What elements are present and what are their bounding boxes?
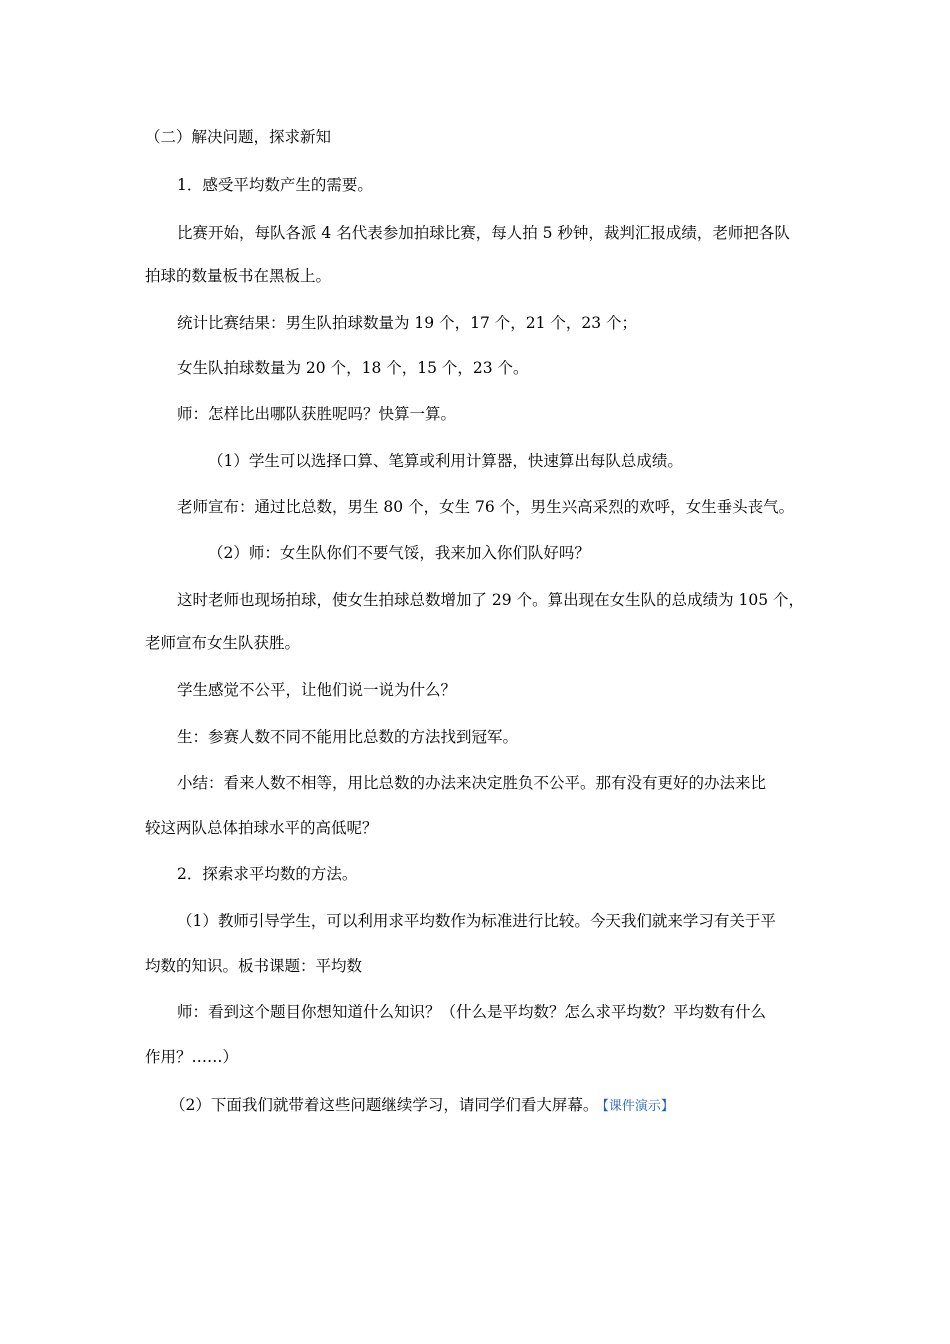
paragraph-line: 作用？……）	[145, 1048, 239, 1066]
paragraph-line: 均数的知识。板书课题：平均数	[145, 957, 363, 975]
paragraph-line	[170, 1094, 840, 1118]
paragraph-line: （1）学生可以选择口算、笔算或利用计算器，快速算出每队总成绩。	[208, 452, 683, 470]
paragraph-line: 学生感觉不公平，让他们说一说为什么？	[177, 681, 457, 699]
paragraph-line: 老师宣布：通过比总数，男生 80 个，女生 76 个，男生兴高采烈的欢呼，女生垂头丧气。	[177, 498, 795, 516]
paragraph-line: 女生队拍球数量为 20 个，18 个，15 个，23 个。	[177, 359, 529, 377]
paragraph-line: 比赛开始，每队各派 4 名代表参加拍球比赛，每人拍 5 秒钟，裁判汇报成绩，老师把各队	[177, 224, 790, 242]
paragraph-line: 这时老师也现场拍球，使女生拍球总数增加了 29 个。算出现在女生队的总成绩为 105 个，	[177, 591, 805, 609]
subsection-title-1: 1．感受平均数产生的需要。	[177, 176, 373, 194]
paragraph-line: 老师宣布女生队获胜。	[145, 634, 301, 652]
courseware-demo-link[interactable]: 【课件演示】	[602, 1099, 674, 1114]
paragraph-line: 小结：看来人数不相等，用比总数的办法来决定胜负不公平。那有没有更好的办法来比	[177, 774, 767, 792]
paragraph-line: （2）师：女生队你们不要气馁，我来加入你们队好吗？	[208, 544, 590, 562]
paragraph-line: 拍球的数量板书在黑板上。	[145, 267, 332, 285]
paragraph-line: 较这两队总体拍球水平的高低呢？	[145, 819, 378, 837]
paragraph-line: 师：看到这个题目你想知道什么知识？（什么是平均数？怎么求平均数？平均数有什么	[177, 1003, 767, 1021]
paragraph-line: 统计比赛结果：男生队拍球数量为 19 个，17 个，21 个，23 个；	[177, 314, 638, 332]
subsection-title-2: 2．探索求平均数的方法。	[177, 865, 358, 883]
section-heading: （二）解决问题，探求新知	[145, 128, 332, 146]
paragraph-line: 师：怎样比出哪队获胜呢吗？快算一算。	[177, 405, 457, 423]
paragraph-text: （2）下面我们就带着这些问题继续学习，请同学们看大屏幕。	[170, 1096, 599, 1114]
paragraph-line: （1）教师引导学生，可以利用求平均数作为标准进行比较。今天我们就来学习有关于平	[177, 912, 776, 930]
paragraph-line: 生：参赛人数不同不能用比总数的方法找到冠军。	[177, 728, 519, 746]
